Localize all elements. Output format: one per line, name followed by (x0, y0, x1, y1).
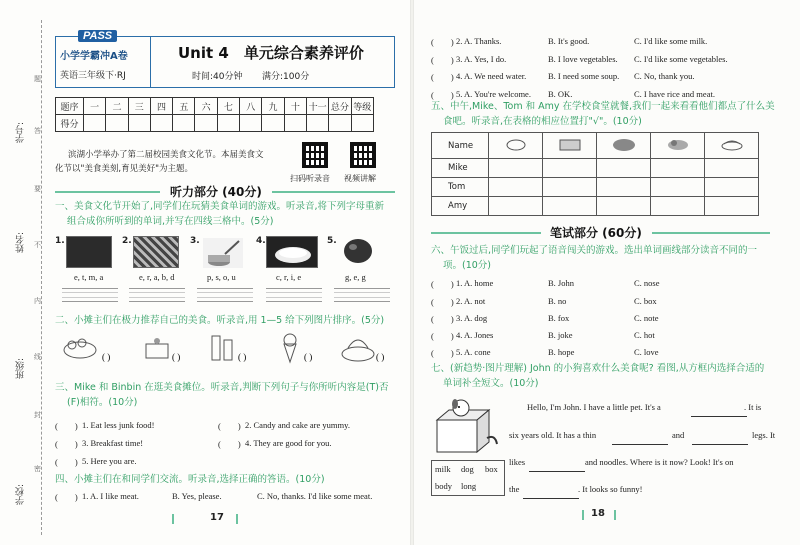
writing-lines[interactable] (197, 288, 253, 302)
table-cell: 十一 (306, 98, 328, 115)
page-number-right: 18 (591, 508, 605, 519)
blank-line[interactable] (529, 463, 585, 472)
answer-paren[interactable]: ( ) (431, 348, 454, 358)
table-cell: 七 (217, 98, 239, 115)
rice-column-icon (543, 133, 597, 159)
blank-line[interactable] (691, 408, 747, 417)
writing-lines[interactable] (266, 288, 322, 302)
word-bank-item: dog (461, 464, 474, 474)
fold-mark: 题 (34, 75, 41, 83)
option-a: 3. A. Yes, I do. (456, 54, 507, 64)
option-c: C. I have rice and meat. (634, 89, 715, 99)
tick-cell[interactable] (597, 159, 651, 178)
salad-icon (342, 340, 374, 361)
table-cell: 八 (240, 98, 262, 115)
tick-cell[interactable] (543, 178, 597, 197)
answer-paren[interactable]: ( ) (431, 331, 454, 341)
passage-line-1b: . It is (744, 402, 762, 412)
pass-logo: PASS (78, 30, 117, 42)
option-a: 1. A. home (456, 278, 494, 288)
box-icon (437, 410, 489, 452)
blank-1[interactable] (691, 402, 747, 421)
score-cell[interactable] (351, 115, 373, 132)
answer-paren[interactable]: ( ) (55, 421, 78, 431)
answer-paren[interactable]: ( ) (55, 492, 78, 502)
option-a: 1. A. I like meat. (82, 491, 139, 501)
blank-2[interactable] (612, 430, 668, 449)
option-a: 5. A. cone (456, 347, 491, 357)
table-cell: 题序 (56, 98, 84, 115)
soup-picture-icon (203, 238, 243, 268)
word-bank-item: box (485, 464, 498, 474)
score-cell[interactable] (240, 115, 262, 132)
meal-table (431, 132, 759, 216)
answer-paren[interactable]: ( ) (431, 314, 454, 324)
statement: 3. Breakfast time! (82, 438, 144, 448)
soup-column-icon (489, 133, 543, 159)
q7-title-1: 七、(新趋势·图片理解) John 的小狗喜欢什么美食呢? 看图,从方框内选择合适的 (431, 363, 765, 374)
student-name: Tom (432, 178, 489, 197)
statement: 5. Here you are. (82, 456, 137, 466)
passage-line-4a: the (509, 484, 520, 494)
score-cell[interactable] (173, 115, 195, 132)
passage-line-2c: legs. It (752, 430, 776, 440)
tick-cell[interactable] (705, 178, 759, 197)
score-cell[interactable] (150, 115, 172, 132)
option-c: C. note (634, 313, 659, 323)
cake-icon (146, 338, 168, 358)
score-cell[interactable] (106, 115, 128, 132)
meat-column-icon (597, 133, 651, 159)
fold-mark: 答 (34, 127, 41, 135)
option-b: B. OK. (548, 89, 573, 99)
listening-heading: 听力部分 (40分) (170, 185, 262, 199)
item-number: 5. (327, 236, 337, 246)
answer-paren[interactable]: ( ) (431, 90, 454, 100)
option-c: C. box (634, 296, 657, 306)
fold-mark: 线 (34, 353, 41, 361)
option-a: 2. A. Thanks. (456, 36, 502, 46)
option-a: 5. A. You're welcome. (456, 89, 531, 99)
noodle-icon (719, 136, 745, 152)
letter-hint: g, e, g (345, 272, 366, 282)
meat-picture-icon (66, 236, 112, 268)
school-label: 学校: (16, 484, 26, 506)
table-cell: 十 (284, 98, 306, 115)
class-label: 班级: (16, 358, 26, 380)
word-bank-item: long (461, 481, 477, 491)
fold-mark: 要 (34, 185, 41, 193)
rice-picture-icon (266, 236, 318, 268)
letter-hint: c, r, i, e (276, 272, 302, 282)
intro-line-2: 化节以"美食美刻,育见美好"为主题。 (55, 164, 194, 174)
tick-cell[interactable] (651, 178, 705, 197)
intro-line-1: 滨湖小学举办了第二届校园美食文化节。本届美食文 (68, 150, 264, 160)
seal-line (41, 20, 42, 535)
answer-paren[interactable]: ( ) (55, 457, 78, 467)
answer-paren[interactable]: ( ) (431, 297, 454, 307)
svg-text:( ): ( ) (304, 352, 313, 362)
svg-text:( ): ( ) (238, 352, 247, 362)
statement: 4. They are good for you. (245, 438, 332, 448)
item-number: 4. (256, 236, 266, 246)
answer-paren[interactable]: ( ) (431, 55, 454, 65)
score-table (55, 97, 374, 132)
blank-line[interactable] (523, 490, 579, 499)
answer-paren[interactable]: ( ) (218, 439, 241, 449)
blank-line[interactable] (692, 436, 748, 445)
qr-code-video-icon[interactable] (350, 142, 376, 168)
answer-paren[interactable]: ( ) (55, 439, 78, 449)
vegetable-icon (665, 136, 691, 152)
writing-lines[interactable] (62, 288, 118, 302)
option-a: 2. A. not (456, 296, 486, 306)
q1-title-2: 组合成你所听到的单词,并写在四线三格中。(5分) (67, 216, 274, 227)
fold-mark: 封 (34, 411, 41, 419)
soup-bowl-icon (203, 238, 243, 268)
ice-cream-icon (284, 334, 296, 362)
fold-mark: 密 (34, 465, 41, 473)
tick-cell[interactable] (705, 159, 759, 178)
q2-food-pictures (60, 330, 400, 366)
tick-cell[interactable] (489, 197, 543, 216)
q5-title-1: 五、中午,Mike、Tom 和 Amy 在学校食堂就餐,我们一起来看看他们都点了什么美 (431, 101, 775, 112)
answer-paren[interactable]: ( ) (431, 37, 454, 47)
item-number: 3. (190, 236, 200, 246)
table-cell: 得分 (56, 115, 84, 132)
name-label: 姓名: (16, 232, 26, 254)
table-cell: 三 (128, 98, 150, 115)
table-cell: 一 (84, 98, 106, 115)
q3-title-1: 三、Mike 和 Binbin 在逛美食摊位。听录音,判断下列句子与你所听内容是(T)否 (55, 382, 389, 393)
table-cell: 二 (106, 98, 128, 115)
score-value-row (56, 115, 374, 132)
option-c: C. I'd like some vegetables. (634, 54, 728, 64)
score-header-row (56, 98, 374, 115)
rice-icon (557, 136, 583, 152)
table-row (432, 178, 759, 197)
vegetables-icon (64, 339, 96, 358)
writing-lines[interactable] (334, 288, 390, 302)
option-b: B. I need some soup. (548, 71, 620, 81)
blank-line[interactable] (612, 436, 668, 445)
tick-cell[interactable] (705, 197, 759, 216)
answer-paren[interactable]: ( ) (218, 421, 241, 431)
option-c: C. I'd like some milk. (634, 36, 708, 46)
passage-line-4b: . It looks so funny! (578, 484, 643, 494)
tick-cell[interactable] (651, 197, 705, 216)
passage-line-1a: Hello, I'm John. I have a little pet. It's a (527, 402, 661, 412)
statement: 1. Eat less junk food! (82, 420, 155, 430)
score-cell[interactable] (128, 115, 150, 132)
passage-line-2a: six years old. It has a thin (509, 430, 597, 440)
q6-title-1: 六、午饭过后,同学们玩起了语音闯关的游戏。选出单词画线部分读音不同的一 (431, 245, 758, 256)
option-c: C. No, thanks. I'd like some meat. (257, 491, 373, 501)
name-header: Name (432, 133, 489, 159)
drink-icon (212, 336, 232, 360)
option-b: B. joke (548, 330, 573, 340)
tick-cell[interactable] (597, 197, 651, 216)
tick-cell[interactable] (489, 178, 543, 197)
table-cell: 四 (150, 98, 172, 115)
q6-title-2: 项。(10分) (443, 260, 492, 271)
heading-rule (55, 191, 160, 193)
meal-header-row (432, 133, 759, 159)
option-c: C. love (634, 347, 659, 357)
rice-bowl-icon (267, 237, 319, 269)
item-number: 1. (55, 236, 65, 246)
tick-cell[interactable] (543, 197, 597, 216)
q3-title-2: (F)相符。(10分) (67, 397, 138, 408)
student-name: Amy (432, 197, 489, 216)
score-cell[interactable] (262, 115, 284, 132)
tick-cell[interactable] (597, 178, 651, 197)
score-cell[interactable] (84, 115, 106, 132)
student-id-label: 学号: (16, 122, 26, 144)
option-c: C. nose (634, 278, 660, 288)
option-b: B. Yes, please. (172, 491, 222, 501)
option-c: C. hot (634, 330, 655, 340)
table-row (432, 197, 759, 216)
dog-in-box-picture (431, 398, 505, 454)
page-tick (614, 510, 616, 520)
score-cell[interactable] (217, 115, 239, 132)
qr-code-audio-icon[interactable] (302, 142, 328, 168)
passage-line-2b: and (672, 430, 685, 440)
bread-picture-icon (133, 236, 179, 268)
qr-video-caption: 视频讲解 (344, 174, 376, 183)
table-cell: 等级 (351, 98, 373, 115)
statement: 2. Candy and cake are yummy. (245, 420, 350, 430)
meat-icon (611, 136, 637, 152)
option-a: 4. A. We need water. (456, 71, 527, 81)
page-fold (410, 0, 414, 545)
svg-text:( ): ( ) (102, 352, 111, 362)
vegetable-column-icon (651, 133, 705, 159)
letter-hint: p, s, o, u (207, 272, 236, 282)
heading-rule (652, 232, 770, 234)
page-tick (582, 510, 584, 520)
noodle-column-icon (705, 133, 759, 159)
score-cell[interactable] (195, 115, 217, 132)
q7-title-2: 单词补全短文。(10分) (443, 378, 539, 389)
grade-label: 英语三年级下·RJ (60, 71, 126, 81)
word-bank-item: milk (435, 464, 451, 474)
option-b: B. no (548, 296, 567, 306)
page-tick (172, 514, 174, 524)
tick-cell[interactable] (543, 159, 597, 178)
blank-3[interactable] (692, 430, 748, 449)
header-divider (150, 36, 151, 88)
option-b: B. hope (548, 347, 575, 357)
score-cell[interactable] (306, 115, 328, 132)
table-cell: 总分 (329, 98, 351, 115)
option-a: 4. A. Jones (456, 330, 494, 340)
answer-paren[interactable]: ( ) (431, 279, 454, 289)
item-number: 2. (122, 236, 132, 246)
table-row (432, 159, 759, 178)
option-c: C. No, thank you. (634, 71, 695, 81)
q4-title: 四、小摊主们在和同学们交流。听录音,选择正确的答语。(10分) (55, 474, 325, 485)
svg-text:( ): ( ) (376, 352, 385, 362)
letter-hint: e, r, a, b, d (139, 272, 175, 282)
blank-4[interactable] (529, 457, 585, 476)
option-b: B. It's good. (548, 36, 590, 46)
writing-heading: 笔试部分 (60分) (550, 226, 642, 240)
q1-title-1: 一、美食文化节开始了,同学们在玩猜美食单词的游戏。听录音,将下列字母重新 (55, 201, 385, 212)
letter-hint: e, t, m, a (74, 272, 104, 282)
student-name: Mike (432, 159, 489, 178)
egg-picture-icon (338, 236, 378, 266)
full-score: 满分:100分 (262, 72, 310, 82)
table-cell: 六 (195, 98, 217, 115)
word-bank-item: body (435, 481, 452, 491)
tick-cell[interactable] (651, 159, 705, 178)
option-a: 3. A. dog (456, 313, 488, 323)
series-name: 小学学霸冲A卷 (60, 51, 128, 62)
blank-5[interactable] (523, 484, 579, 503)
fold-mark: 不 (34, 241, 41, 249)
time-limit: 时间:40分钟 (192, 72, 243, 82)
heading-rule (431, 232, 541, 234)
passage-line-3b: and noodles. Where is it now? Look! It's on (585, 457, 734, 467)
option-b: B. I love vegetables. (548, 54, 618, 64)
score-cell[interactable] (284, 115, 306, 132)
bowl-icon (504, 136, 528, 152)
passage-line-3a: likes (509, 457, 526, 467)
page-title: Unit 4 单元综合素养评价 (178, 44, 364, 62)
score-cell[interactable] (329, 115, 351, 132)
q2-title: 二、小摊主们在极力推荐自己的美食。听录音,用 1—5 给下列图片排序。(5分) (55, 315, 385, 326)
egg-icon (338, 236, 378, 266)
qr-audio-caption: 扫码听录音 (290, 174, 330, 183)
option-b: B. fox (548, 313, 570, 323)
fold-mark: 内 (34, 297, 41, 305)
option-b: B. John (548, 278, 574, 288)
page-tick (236, 514, 238, 524)
writing-lines[interactable] (129, 288, 185, 302)
heading-rule (272, 191, 395, 193)
q5-title-2: 食吧。听录音,在表格的相应位置打"√"。(10分) (443, 116, 642, 127)
table-cell: 五 (173, 98, 195, 115)
page-number-left: 17 (210, 512, 224, 523)
tick-cell[interactable] (489, 159, 543, 178)
svg-text:( ): ( ) (172, 352, 181, 362)
answer-paren[interactable]: ( ) (431, 72, 454, 82)
table-cell: 九 (262, 98, 284, 115)
